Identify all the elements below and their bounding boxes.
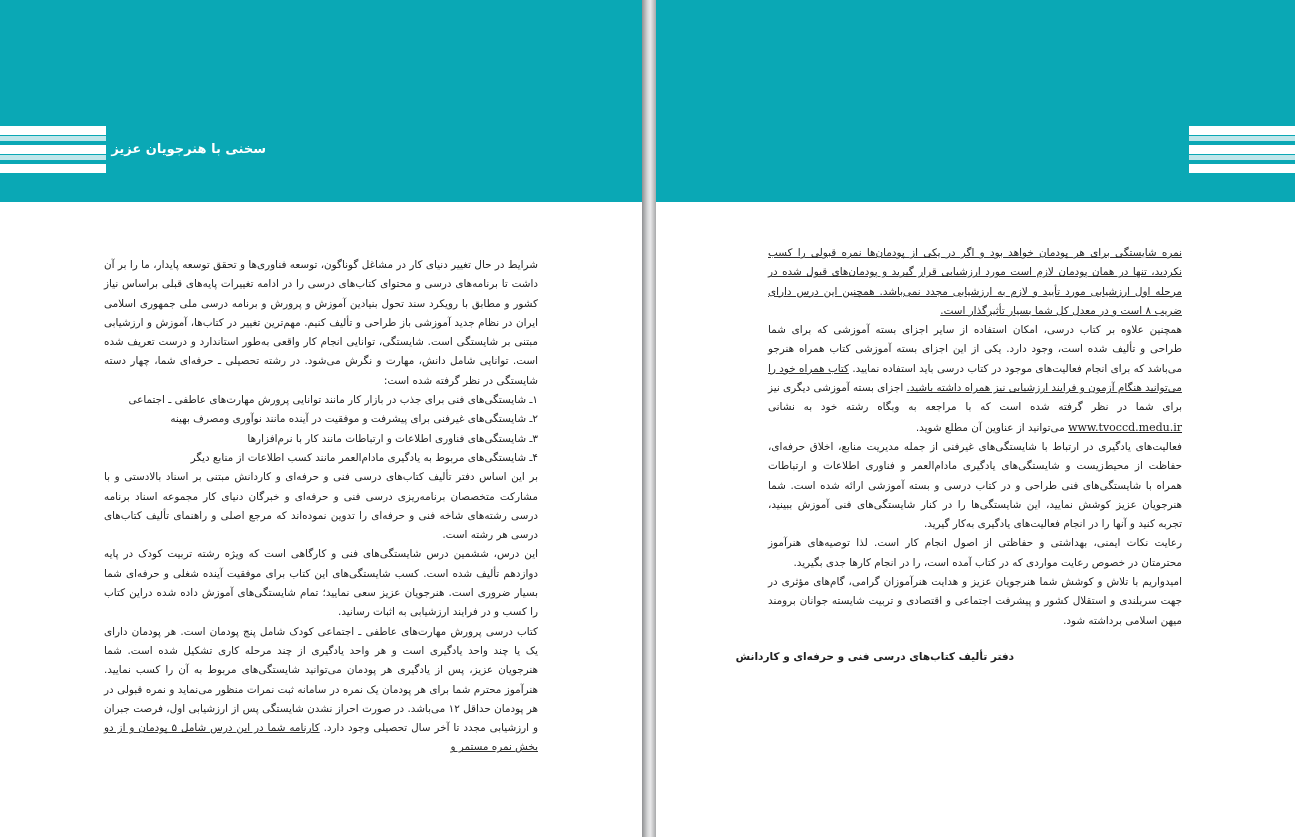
stripe — [1189, 136, 1295, 141]
stripe — [0, 145, 106, 154]
stripe — [0, 164, 106, 173]
paragraph — [768, 321, 1182, 438]
left-page — [0, 0, 642, 837]
stripe — [0, 136, 106, 141]
signature: دفتر تألیف کتاب‌های درسی فنی و حرفه‌ای و کاردانش — [735, 651, 1014, 663]
stripe — [1189, 155, 1295, 160]
list-item: ۱ـ شایستگی‌های فنی برای جذب در بازار کار مانند توانایی پرورش مهارت‌های عاطفی ـ اجتماعی — [128, 394, 538, 407]
stripe — [0, 126, 106, 135]
underlined-paragraph: نمره شایستگی برای هر پودمان خواهد بود و اگر در یکی از پودمان‌ها نمره قبولی را کسب نکردید، تنها در همان پودمان لازم است مورد ارزشیابی قرار گیرید و پودمان‌های قبول شده در مرحله اول ارزشیابی مورد تأیید و لازم به ارزشیابی مجدد نمی‌باشد. همچنین این درس دارای ضریب ۸ است و در معدل کل شما بسیار تأثیرگذار است. — [768, 247, 1182, 317]
paragraph: این درس، ششمین درس شایستگی‌های فنی و کارگاهی است که ویژه رشته تربیت کودک در پایه دوازدهم تألیف شده است. کسب شایستگی‌های این کتاب برای موفقیت آینده شغلی و حرفه‌ای شما بسیار ضروری است. هنرجویان عزیز سعی نمایید؛ تمام شایستگی‌های آموزش داده شده دراین کتاب را کسب و در فرایند ارزشیابی به اثبات رسانید. — [104, 548, 538, 619]
website-link[interactable]: www.tvoccd.medu.ir — [1068, 420, 1182, 434]
list-item: ۳ـ شایستگی‌های فناوری اطلاعات و ارتباطات مانند کار با نرم‌افزارها — [247, 432, 538, 445]
paragraph: امیدواریم با تلاش و کوشش شما هنرجویان عزیز و هدایت هنرآموزان گرامی، گام‌های مؤثری در جهت سربلندی و استقلال کشور و پیشرفت اجتماعی و اقتصادی و تربیت شایسته جوانان برومند میهن اسلامی برداشته شود. — [768, 576, 1182, 627]
paragraph-text: کتاب درسی پرورش مهارت‌های عاطفی ـ اجتماعی کودک شامل پنج پودمان است. هر پودمان دارای یک یا چند واحد یادگیری است و هر واحد یادگیری از چند مرحله کاری تشکیل شده است. شما هنرجویان عزیز، پس از یادگیری هر پودمان می‌توانید شایستگی‌های مربوط به آن را کسب نمایید. هنرآموز محترم شما برای هر پودمان یک نمره در سامانه ثبت نمرات منظور می‌نماید و نمره قبولی در هر پودمان حداقل ۱۲ می‌باشد. در صورت احراز نشدن شایستگی پس از ارزشیابی اول، فرصت جبران و ارزشیابی مجدد تا آخر سال تحصیلی وجود دارد. — [104, 625, 539, 735]
stripe — [1189, 126, 1295, 135]
book-gutter — [642, 0, 656, 837]
paragraph-text: می‌توانید از عناوین آن مطلع شوید. — [915, 421, 1065, 434]
stripe — [1189, 164, 1295, 173]
underlined-text: کتاب همراه خود را می‌توانید هنگام آزمون و فرایند ارزشیابی نیز همراه داشته باشید. — [768, 362, 1182, 395]
list-item: ۲ـ شایستگی‌های غیرفنی برای پیشرفت و موفقیت در آینده مانند نوآوری ومصرف بهینه — [170, 413, 538, 426]
right-header-band — [656, 0, 1295, 202]
paragraph: فعالیت‌های یادگیری در ارتباط با شایستگی‌های غیرفنی از جمله مدیریت منابع، اخلاق حرفه‌ای، حفاظت از محیط‌زیست و شایستگی‌های یادگیری مادام‌العمر و فناوری اطلاعات و ارتباطات همراه با شایستگی‌های فنی طراحی و در کتاب درسی و بسته آموزشی ارائه شده است. شما هنرجویان عزیز کوشش نمایید، این شایستگی‌ها را در کنار شایستگی‌های فنی آموزش ببینید، تجربه کنید و آنها را در انجام فعالیت‌های یادگیری به‌کار گیرید. — [768, 440, 1182, 531]
underlined-text: کارنامه شما در این درس شامل ۵ پودمان و از دو بخش نمره مستمر و — [104, 722, 538, 754]
section-title: سخنی با هنرجویان عزیز — [111, 142, 266, 157]
stripe — [1189, 145, 1295, 154]
left-page-body — [104, 256, 538, 758]
stripe — [0, 155, 106, 160]
paragraph-text: همچنین علاوه بر کتاب درسی، امکان استفاده از سایر اجزای بسته آموزشی که برای شما طراحی و تألیف شده است، وجود دارد. یکی از این اجزای بسته آموزشی کتاب همراه هنرجو می‌باشد که برای انجام فعالیت‌های موجود در کتاب درسی باید استفاده نمایید. — [768, 324, 1183, 375]
right-page-body — [768, 244, 1182, 631]
paragraph — [104, 623, 538, 758]
paragraph: شرایط در حال تغییر دنیای کار در مشاغل گوناگون، توسعه فناوری‌ها و تحقق توسعه پایدار، ما را بر آن داشت تا برنامه‌های درسی و محتوای کتاب‌های درسی را در ادامه تغییرات پایه‌های قبلی براساس نیاز کشور و مطابق با رویکرد سند تحول بنیادین آموزش و پرورش و برنامه درسی ملی جمهوری اسلامی ایران در نظام جدید آموزشی باز طراحی و تألیف کنیم. مهم‌ترین تغییر در کتاب‌ها، آموزش و ارزشیابی مبتنی بر شایستگی است. شایستگی، توانایی انجام کار واقعی به‌طور استاندارد و درست تعریف شده است. توانایی شامل دانش، مهارت و نگرش می‌شود. در رشته تحصیلی ـ حرفه‌ای شما، چهار دسته شایستگی در نظر گرفته شده است: — [104, 259, 538, 387]
paragraph: بر این اساس دفتر تألیف کتاب‌های درسی فنی و حرفه‌ای و کاردانش مبتنی بر اسناد بالادستی و با مشارکت متخصصان برنامه‌ریزی درسی فنی و حرفه‌ای و خبرگان دنیای کار مجموعه اسناد برنامه درسی رشته‌های شاخه فنی و حرفه‌ای را تدوین نموده‌اند که مرجع اصلی و راهنمای تألیف کتاب‌های درسی هر رشته است. — [104, 471, 538, 542]
paragraph-text: اجزای بسته آموزشی دیگری نیز برای شما در نظر گرفته شده است که با مراجعه به وبگاه رشته خود به نشانی — [767, 382, 1182, 414]
paragraph: رعایت نکات ایمنی، بهداشتی و حفاظتی از اصول انجام کار است. لذا توصیه‌های هنرآموز محترمتان در خصوص رعایت مواردی که در کتاب آمده است، را در انجام کارها جدی بگیرید. — [768, 537, 1182, 569]
list-item: ۴ـ شایستگی‌های مربوط به یادگیری مادام‌العمر مانند کسب اطلاعات از منابع دیگر — [190, 451, 538, 464]
left-header-band — [0, 0, 642, 202]
